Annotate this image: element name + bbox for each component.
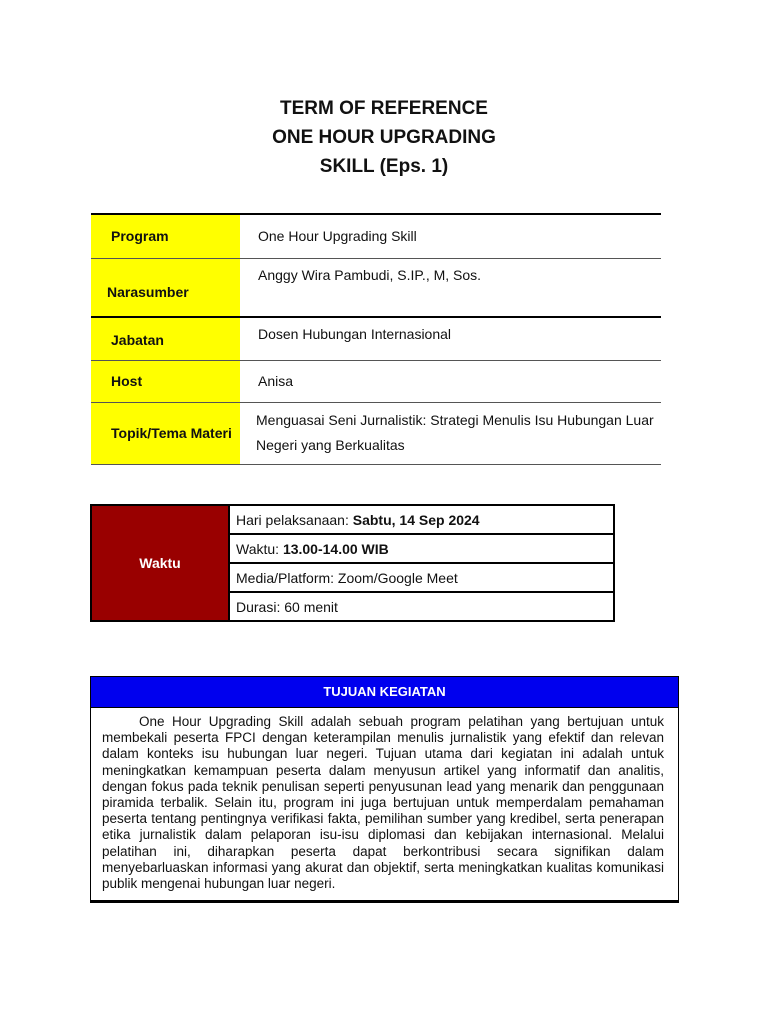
- tujuan-paragraph: One Hour Upgrading Skill adalah sebuah program pelatihan yang bertujuan untuk membekali peserta FPCI dengan keterampilan menulis jurnalistik yang efektif dan relevan dalam konteks isu hubungan luar negeri. Tujuan utama dari kegiatan ini adalah untuk meningkatkan kemampuan peserta dalam menyusun artikel yang informatif dan analitis, dengan fokus pada teknik penulisan seperti penyusunan lead yang menarik dan penggunaan piramida terbalik. Selain itu, program ini juga bertujuan untuk memperdalam pemahaman peserta tentang pentingnya verifikasi fakta, pemilihan sumber yang kredibel, serta penerapan etika jurnalistik dalam pelaporan isu-isu diplomasi dan kebijakan internasional. Melalui pelatihan ini, diharapkan peserta dapat berkontribusi secara signifikan dalam menyebarluaskan informasi yang akurat dan objektif, serta meningkatkan kualitas komunikasi publik mengenai hubungan luar negeri.: [91, 708, 678, 902]
- info-value: [240, 402, 661, 464]
- media-platform: Media/Platform: Zoom/Google Meet: [229, 563, 614, 592]
- info-row-host: [91, 360, 661, 402]
- info-table: [91, 213, 661, 465]
- tujuan-heading: TUJUAN KEGIATAN: [91, 677, 678, 708]
- waktu-table: [90, 504, 615, 622]
- info-row-topik: [91, 402, 661, 464]
- info-label: Narasumber: [91, 258, 240, 317]
- info-row-program: [91, 214, 661, 258]
- info-value: Dosen Hubungan Internasional: [258, 326, 452, 342]
- topik-line-1: Menguasai Seni Jurnalistik: Strategi Menulis Isu Hubungan Luar: [256, 412, 654, 428]
- info-label: Jabatan: [91, 317, 240, 360]
- title-line-1: TERM OF REFERENCE: [280, 98, 488, 119]
- info-label: Host: [91, 360, 240, 402]
- info-label: Program: [91, 214, 240, 258]
- title-line-2: ONE HOUR UPGRADING: [272, 127, 496, 148]
- info-row-jabatan: [91, 317, 661, 360]
- durasi: Durasi: 60 menit: [229, 592, 614, 621]
- title-line-3: SKILL (Eps. 1): [319, 156, 449, 177]
- info-label: Topik/Tema Materi: [91, 402, 240, 464]
- info-row-narasumber: [91, 258, 661, 317]
- jam-pelaksanaan: Waktu: 13.00-14.00 WIB: [229, 534, 614, 563]
- info-value: Anggy Wira Pambudi, S.IP., M, Sos.: [258, 266, 482, 283]
- hari-pelaksanaan: Hari pelaksanaan: Sabtu, 14 Sep 2024: [229, 505, 614, 534]
- info-value: One Hour Upgrading Skill: [258, 228, 417, 245]
- topik-line-2: Negeri yang Berkualitas: [256, 437, 405, 453]
- document-title: [0, 94, 768, 181]
- info-value: Anisa: [258, 373, 294, 389]
- tujuan-section: [90, 676, 679, 903]
- waktu-label: Waktu: [91, 505, 229, 621]
